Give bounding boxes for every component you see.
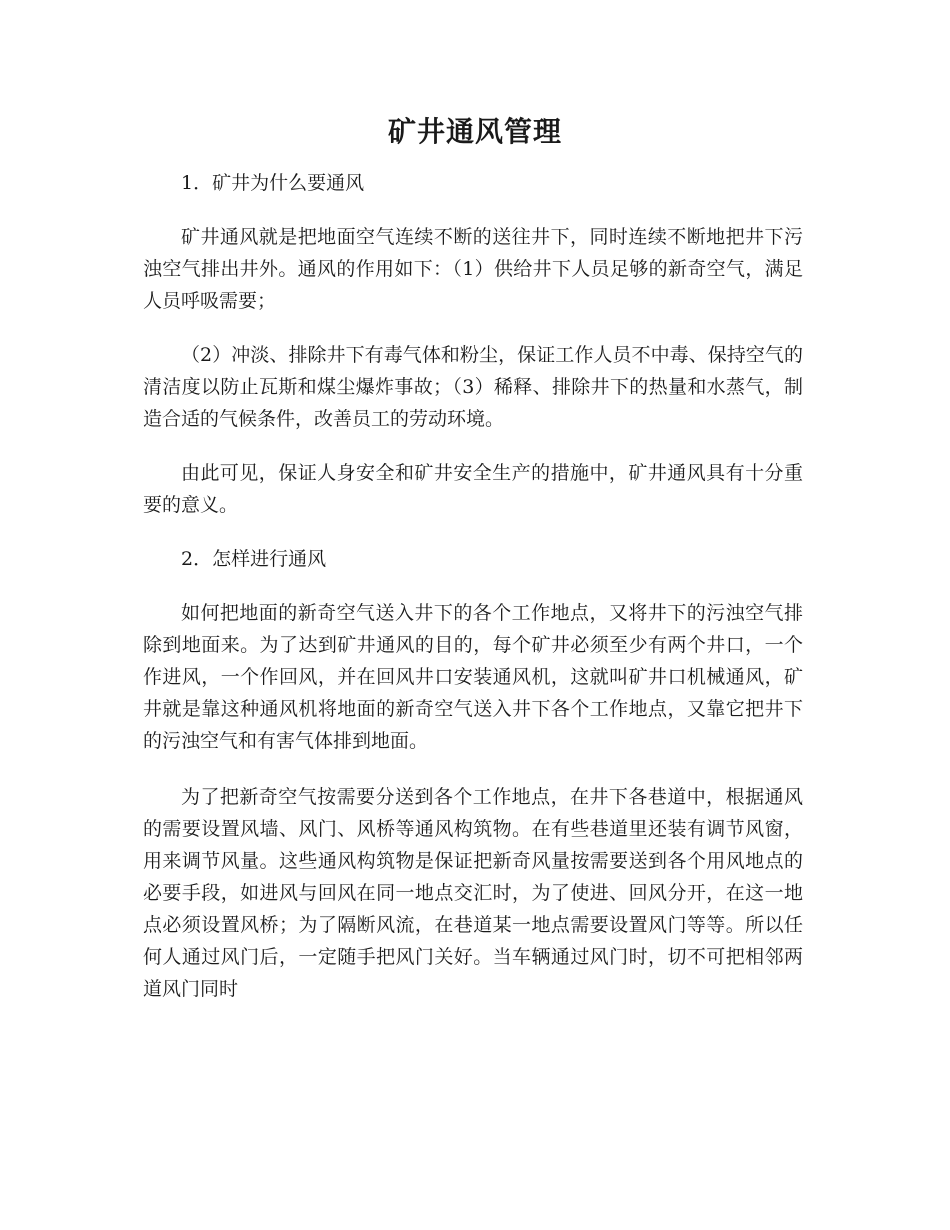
paragraph: （2）冲淡、排除井下有毒气体和粉尘，保证工作人员不中毒、保持空气的清洁度以防止瓦斯和煤尘爆炸事故；（3）稀释、排除井下的热量和水蒸气，制造合适的气候条件，改善员工的劳动环境。 bbox=[143, 344, 803, 430]
paragraph: 为了把新奇空气按需要分送到各个工作地点，在井下各巷道中，根据通风的需要设置风墙、风门、风桥等通风构筑物。在有些巷道里还装有调节风窗，用来调节风量。这些通风构筑物是保证把新奇风量按需要送到各个用风地点的必要手段，如进风与回风在同一地点交汇时，为了使进、回风分开，在这一地点必须设置风桥；为了隔断风流，在巷道某一地点需要设置风门等等。所以任何人通过风门后，一定随手把风门关好。当车辆通过风门时，切不可把相邻两道风门同时 bbox=[143, 786, 803, 1000]
document-body bbox=[143, 167, 803, 1005]
paragraph: 由此可见，保证人身安全和矿井安全生产的措施中，矿井通风具有十分重要的意义。 bbox=[143, 462, 803, 516]
paragraph: 矿井通风就是把地面空气连续不断的送往井下，同时连续不断地把井下污浊空气排出井外。通风的作用如下：（1）供给井下人员足够的新奇空气，满足人员呼吸需要； bbox=[143, 226, 803, 312]
paragraph: 如何把地面的新奇空气送入井下的各个工作地点，又将井下的污浊空气排除到地面来。为了达到矿井通风的目的，每个矿井必须至少有两个井口，一个作进风，一个作回风，并在回风井口安装通风机，这就叫矿井口机械通风，矿井就是靠这种通风机将地面的新奇空气送入井下各个工作地点，又靠它把井下的污浊空气和有害气体排到地面。 bbox=[143, 602, 803, 752]
section-heading-2: 2．怎样进行通风 bbox=[181, 548, 327, 570]
section-heading-1: 1．矿井为什么要通风 bbox=[181, 172, 365, 194]
document-title: 矿井通风管理 bbox=[387, 115, 562, 148]
